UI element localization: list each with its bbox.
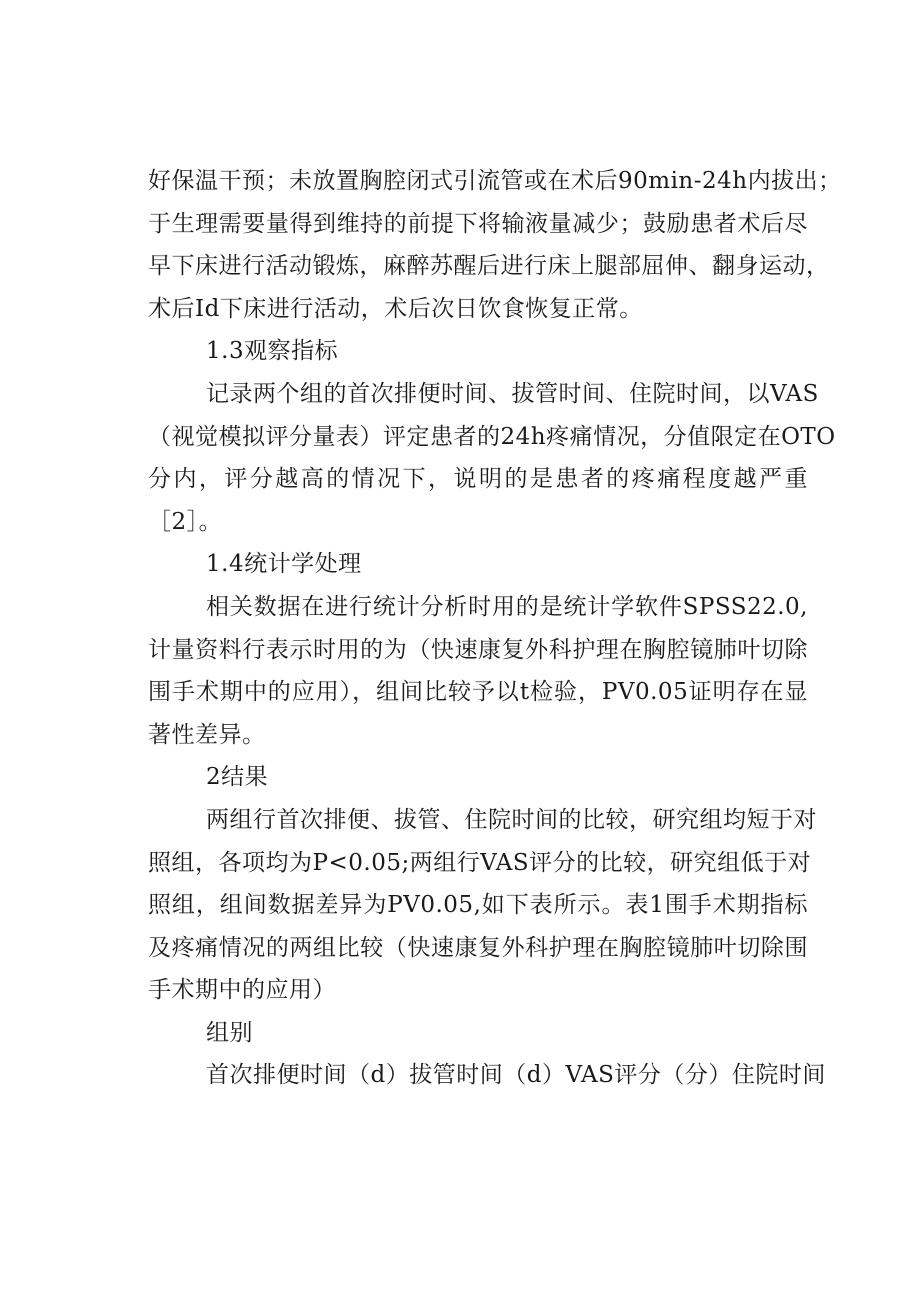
- table-label: 组别: [206, 1019, 253, 1046]
- document-body: [148, 160, 842, 1097]
- text-line: 早下床进行活动锻炼，麻醉苏醒后进行床上腿部屈伸、翻身运动，: [148, 253, 830, 280]
- table-header: 首次排便时间（d）拔管时间（d）VAS评分（分）住院时间: [206, 1062, 826, 1089]
- text-line: 著性差异。: [148, 721, 266, 748]
- text-line: 手术期中的应用）: [148, 977, 336, 1004]
- text-line: 术后Id下床进行活动，术后次日饮食恢复正常。: [148, 295, 643, 322]
- section-heading: 1.3观察指标: [206, 338, 339, 365]
- citation: ［2］。: [148, 508, 223, 535]
- text-line: 计量资料行表示时用的为（快速康复外科护理在胸腔镜肺叶切除: [148, 636, 808, 663]
- text-line: 照组，各项均为P<0.05;两组行VAS评分的比较，研究组低于对: [148, 849, 812, 876]
- text-line: 分内，评分越高的情况下，说明的是患者的疼痛程度越严重: [148, 466, 808, 493]
- text-line: （视觉模拟评分量表）评定患者的24h疼痛情况，分值限定在OTO: [148, 423, 836, 450]
- section-heading: 1.4统计学处理: [206, 551, 362, 578]
- text-line: 及疼痛情况的两组比较（快速康复外科护理在胸腔镜肺叶切除围: [148, 934, 808, 961]
- text-line: 相关数据在进行统计分析时用的是统计学软件SPSS22.0,: [206, 593, 808, 620]
- text-line: 两组行首次排便、拔管、住院时间的比较，研究组均短于对: [206, 806, 817, 833]
- text-line: 记录两个组的首次排便时间、拔管时间、住院时间，以VAS: [206, 380, 819, 407]
- section-heading: 2结果: [206, 764, 269, 791]
- text-line: 好保温干预；未放置胸腔闭式引流管或在术后90min-24h内拔出；: [148, 168, 842, 194]
- text-line: 围手术期中的应用），组间比较予以t检验，PV0.05证明存在显: [148, 679, 808, 706]
- text-line: 于生理需要量得到维持的前提下将输液量减少；鼓励患者术后尽: [148, 210, 808, 237]
- text-line: 照组，组间数据差异为PV0.05,如下表所示。表1围手术期指标: [148, 892, 808, 919]
